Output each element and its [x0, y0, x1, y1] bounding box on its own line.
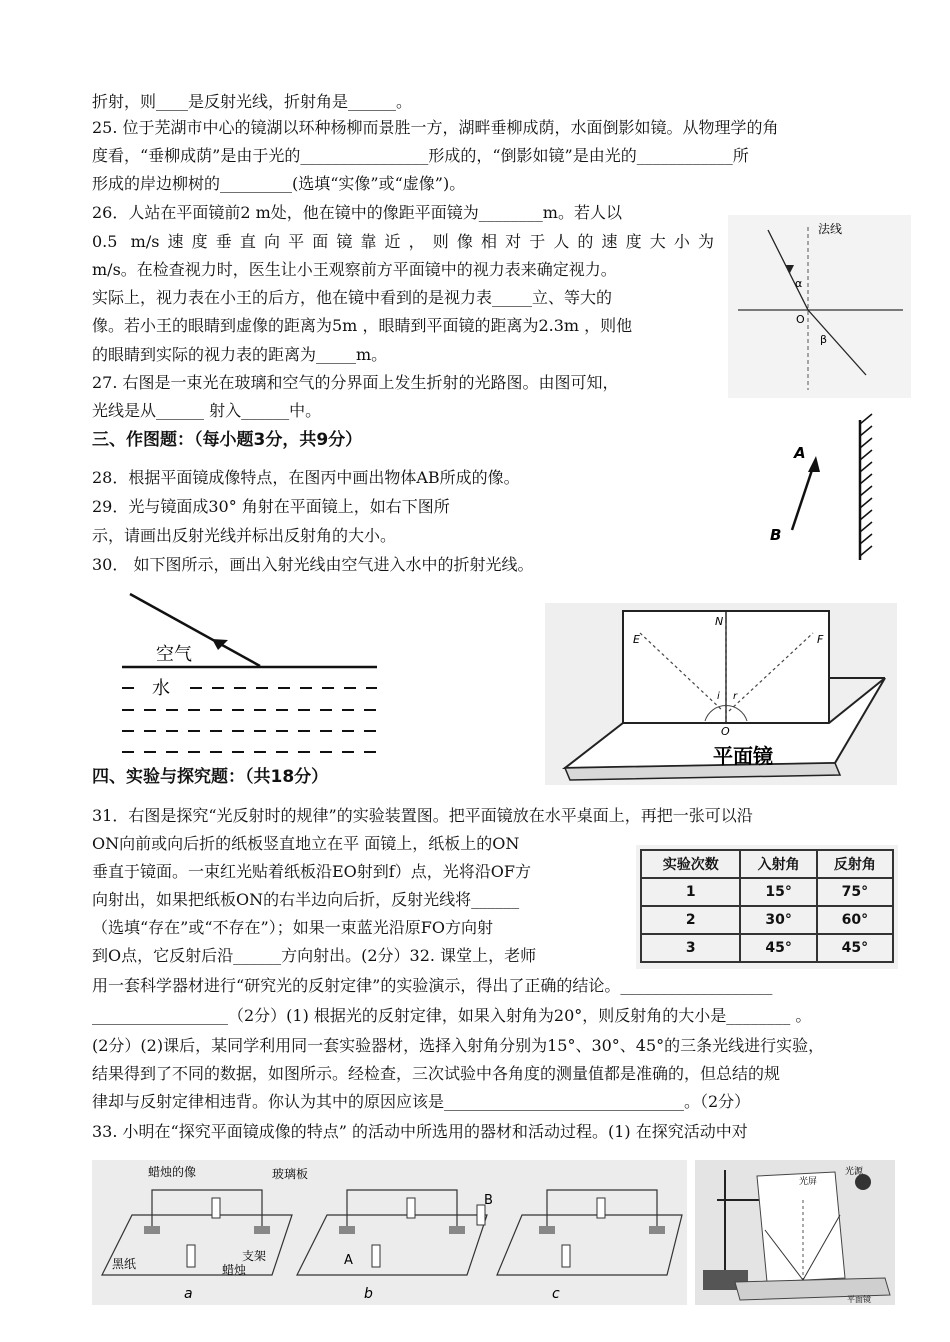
text-line: 实际上，视力表在小王的后方，他在镜中看到的是视力表_____立、等大的	[92, 288, 613, 307]
candle-experiment-figure	[92, 1160, 687, 1305]
text-line: 29．光与镜面成30° 角射在平面镜上，如右下图所	[92, 497, 450, 516]
i-label: i	[717, 691, 720, 702]
text-line: _________________（2分）(1) 根据光的反射定律，如果入射角为20°，则反射角的大小是________ 。	[92, 1006, 812, 1025]
table-cell: 15°	[740, 878, 816, 906]
beta-label: β	[820, 333, 828, 346]
air-label: 空气	[156, 644, 192, 665]
table-cell: 60°	[817, 906, 893, 934]
paper-label: 黑纸	[112, 1257, 137, 1271]
caption-c: c	[552, 1286, 560, 1302]
screen-label: 光屏	[799, 1177, 818, 1187]
section-heading: 三、作图题：（每小题3分，共9分）	[92, 430, 363, 450]
table-cell: 2	[641, 906, 740, 934]
table-row	[641, 878, 893, 906]
e-label: E	[633, 633, 640, 646]
table-cell: 45°	[740, 934, 816, 962]
text-line: 示，请画出反射光线并标出反射角的大小。	[92, 526, 397, 545]
text-line: 31．右图是探究“光反射时的规律”的实验装置图。把平面镜放在水平桌面上，再把一张可以沿	[92, 806, 753, 825]
text-line: 26．人站在平面镜前2 m处，他在镜中的像距平面镜为________m。若人以	[92, 203, 622, 222]
text-line: 25. 位于芜湖市中心的镜湖以环种杨柳而景胜一方，湖畔垂柳成荫，水面倒影如镜。从物理学的角	[92, 118, 779, 137]
text-line: 30． 如下图所示，画出入射光线由空气进入水中的折射光线。	[92, 555, 534, 574]
mark-b-label: B	[484, 1193, 493, 1208]
table-cell: 1	[641, 878, 740, 906]
table-header: 入射角	[740, 850, 816, 878]
caption-a: a	[184, 1286, 193, 1302]
candle-image-label: 蜡烛的像	[148, 1165, 197, 1179]
table-header: 反射角	[817, 850, 893, 878]
text-line: 形成的岸边柳树的_________(选填“实像”或“虚像”)。	[92, 174, 466, 193]
candle-label: 蜡烛	[222, 1263, 247, 1277]
text-line: 33. 小明在“探究平面镜成像的特点” 的活动中所选用的器材和活动过程。(1) 在探究活动中对	[92, 1122, 748, 1141]
text-line: 向射出，如果把纸板ON的右半边向后折，反射光线将______	[92, 890, 520, 909]
mark-a-label: A	[344, 1253, 353, 1268]
text-line: 到O点，它反射后沿______方向射出。(2分）32. 课堂上，老师	[92, 946, 537, 965]
caption-b: b	[364, 1286, 373, 1302]
o-label: O	[721, 725, 730, 738]
text-line: 像。若小王的眼睛到虚像的距离为5m ，眼睛到平面镜的距离为2.3m ，则他	[92, 316, 633, 335]
text-line: 垂直于镜面。一束红光贴着纸板沿EO射到f）点，光将沿OF方	[92, 862, 531, 881]
r-label: r	[733, 691, 738, 702]
refraction-figure	[728, 215, 911, 398]
stand-label: 支架	[242, 1249, 267, 1263]
mirror-label: 平面镜	[713, 744, 773, 768]
normal-label: 法线	[818, 222, 843, 236]
reflection-board-figure	[545, 603, 897, 785]
f-label: F	[817, 633, 824, 646]
point-a-label: A	[794, 444, 806, 462]
glass-label: 玻璃板	[272, 1167, 309, 1181]
point-b-label: B	[770, 526, 782, 544]
alpha-label: α	[795, 277, 803, 290]
o-label: O	[796, 313, 805, 326]
text-line: 0.5 m/s速度垂直向平面镜靠近，则像相对于人的速度大小为	[92, 232, 714, 251]
water-label: 水	[152, 678, 170, 699]
text-line: ON向前或向后折的纸板竖直地立在平 面镜上，纸板上的ON	[92, 834, 520, 853]
text-line: 的眼睛到实际的视力表的距离为_____m。	[92, 345, 388, 364]
text-line: 光线是从______ 射入______中。	[92, 401, 322, 420]
text-line: 用一套科学器材进行“研究光的反射定律”的实验演示，得出了正确的结论。___________________	[92, 976, 773, 995]
air-water-figure	[112, 588, 382, 763]
source-label: 光源	[845, 1167, 864, 1177]
text-line: m/s。在检查视力时，医生让小王观察前方平面镜中的视力表来确定视力。	[92, 260, 617, 279]
text-line: (2分）(2)课后，某同学利用同一套实验器材，选择入射角分别为15°、30°、45°的三条光线进行实验，	[92, 1036, 825, 1055]
mirror-ab-figure	[760, 412, 900, 567]
text-line: 27. 右图是一束光在玻璃和空气的分界面上发生折射的光路图。由图可知，	[92, 373, 619, 392]
table-cell: 45°	[817, 934, 893, 962]
text-line: 律却与反射定律相违背。你认为其中的原因应该是______________________________。（2分）	[92, 1092, 751, 1111]
table-cell: 3	[641, 934, 740, 962]
table-cell: 30°	[740, 906, 816, 934]
table-row	[641, 934, 893, 962]
text-line: （选填“存在”或“不存在”）；如果一束蓝光沿原FO方向射	[92, 918, 493, 937]
mirror-label: 平面镜	[847, 1295, 871, 1304]
light-screen-figure	[695, 1160, 895, 1305]
n-label: N	[715, 615, 724, 628]
section-heading: 四、实验与探究题：（共18分）	[92, 767, 329, 787]
data-table-figure	[636, 845, 898, 969]
table-row	[641, 906, 893, 934]
text-line: 结果得到了不同的数据，如图所示。经检查，三次试验中各角度的测量值都是准确的，但总结的规	[92, 1064, 781, 1083]
table-cell: 75°	[817, 878, 893, 906]
text-line: 28．根据平面镜成像特点，在图丙中画出物体AB所成的像。	[92, 468, 520, 487]
table-header: 实验次数	[641, 850, 740, 878]
text-line: 度看，“垂柳成荫”是由于光的________________形成的，“倒影如镜”是由光的____________所	[92, 146, 749, 165]
text-line: 折射，则____是反射光线，折射角是______。	[92, 92, 413, 111]
